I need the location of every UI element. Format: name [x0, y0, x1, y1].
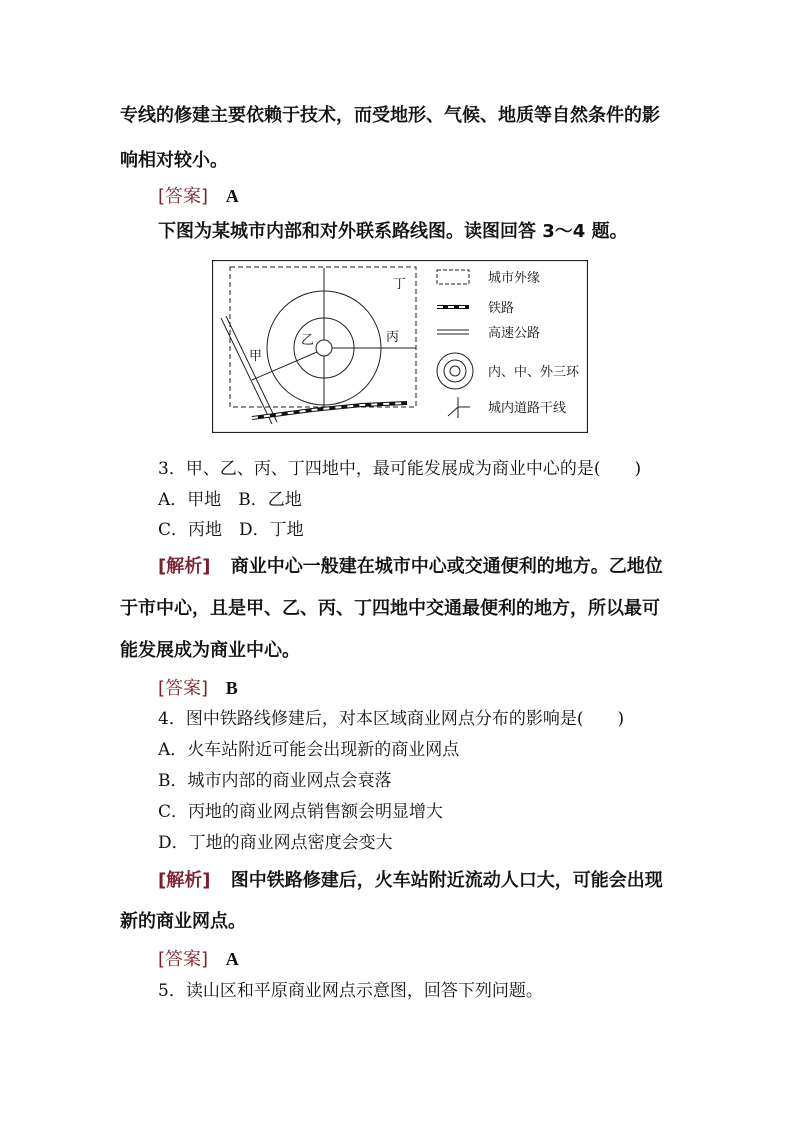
- analysis3-line2: 于市中心，且是甲、乙、丙、丁四地中交通最便利的地方，所以最可: [120, 598, 660, 619]
- city-route-map: [212, 260, 588, 433]
- analysis3-line1: [158, 552, 663, 578]
- place-ding: 丁: [393, 277, 407, 292]
- legend-city-edge-label: 城市外缘: [488, 271, 541, 286]
- paragraph1-line1: 专线的修建主要依赖于技术，而受地形、气候、地质等自然条件的影: [120, 105, 660, 126]
- answer3: [158, 674, 238, 700]
- analysis-tag: [解析]: [158, 870, 211, 891]
- place-bing: 丙: [386, 330, 400, 345]
- q3-stem: 3．甲、乙、丙、丁四地中，最可能发展成为商业中心的是( ): [158, 459, 642, 479]
- legend-roads-label: 城内道路干线: [488, 401, 567, 416]
- answer1: [158, 182, 239, 208]
- answer-value: A: [225, 949, 239, 969]
- legend-railway-label: 铁路: [488, 301, 515, 316]
- legend-highway-label: 高速公路: [488, 326, 541, 341]
- q3-options-line2: C．丙地 D．丁地: [158, 520, 304, 540]
- answer4: [158, 945, 239, 971]
- q5-stem: 5．读山区和平原商业网点示意图，回答下列问题。: [158, 981, 543, 1001]
- map-svg: [212, 260, 588, 433]
- analysis4-line2: 新的商业网点。: [120, 911, 246, 932]
- legend-rings-label: 内、中、外三环: [488, 365, 580, 380]
- q3-options-line1: A．甲地 B．乙地: [158, 490, 302, 510]
- intro-text: 下图为某城市内部和对外联系路线图。读图回答 3～4 题。: [158, 221, 628, 242]
- answer-tag: [答案]: [158, 186, 209, 207]
- analysis4-line1: [158, 866, 663, 892]
- q4-option-c: C．丙地的商业网点销售额会明显增大: [158, 802, 444, 822]
- place-jia: 甲: [249, 349, 263, 364]
- q4-option-a: A．火车站附近可能会出现新的商业网点: [158, 740, 460, 760]
- answer-value: B: [225, 678, 238, 698]
- analysis4-text1: 图中铁路修建后，火车站附近流动人口大，可能会出现: [230, 870, 663, 891]
- answer-tag: [答案]: [158, 678, 209, 699]
- analysis3-text1: 商业中心一般建在城市中心或交通便利的地方。乙地位: [230, 556, 663, 577]
- place-yi: 乙: [301, 333, 315, 348]
- q4-option-b: B．城市内部的商业网点会衰落: [158, 771, 392, 791]
- analysis3-line3: 能发展成为商业中心。: [120, 640, 300, 661]
- answer-value: A: [225, 186, 239, 206]
- analysis-tag: [解析]: [158, 556, 211, 577]
- q4-option-d: D．丁地的商业网点密度会变大: [158, 833, 393, 853]
- answer-tag: [答案]: [158, 949, 209, 970]
- paragraph1-line2: 响相对较小。: [120, 150, 228, 171]
- q4-stem: 4．图中铁路线修建后，对本区域商业网点分布的影响是( ): [158, 709, 625, 729]
